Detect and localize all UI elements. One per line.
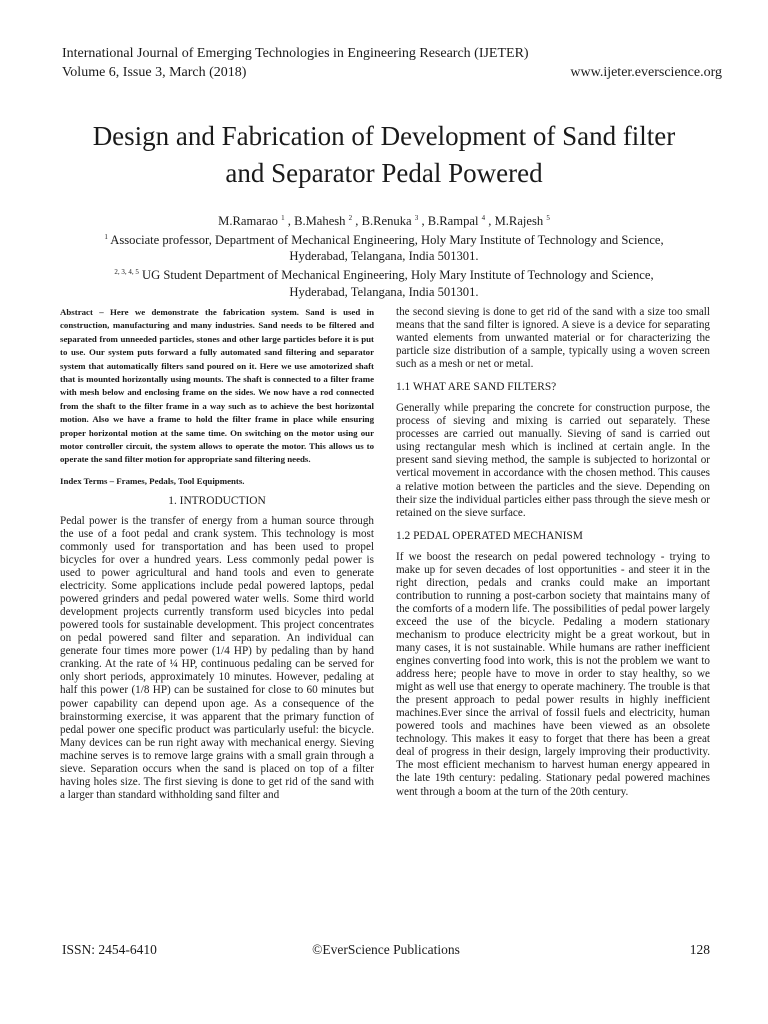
author-4: , B.Rampal bbox=[421, 214, 479, 229]
abstract: Abstract – Here we demonstrate the fabrication system. Sand is used in construction, manufacturing and many industries. Sand needs to be filtered and separated from unneeded particles, stones and other large particles before it is put to use. Our system puts forward a fully automated sand filtering and separator system that automatically filters sand poured on it. Here we use amotorized shaft that is mounted horizontally using mounts. The shaft is connected to a filter frame with mesh below and enclosing frame on the sides. We now have a rod connected from the shaft to the filter frame in a way such as to achieve the best horizontal motion. Also we have a frame to hold the filter frame in place while ensuring proper horizontal motion at the same time. On switching on the motor using our motor controller circuit, the system allows to operate the motor. This allows us to operate the sand filter motion for appropriate sand filtering needs. bbox=[60, 307, 374, 465]
author-1-sup: 1 bbox=[281, 214, 285, 222]
section-1-1-body: Generally while preparing the concrete for construction purpose, the process of sieving and mixing is carried out separately. These processes are carried out manually. Sieving of sand is carried out using rectangular mesh which is inclined at certain angle. In the present sand sieving method, the sample is subjected to horizontal or vertical movement in accordance with the chosen method. This causes a relative motion between the particles and the sieve. Depending on their size the individual particles either pass through the sieve mesh or retained on the sieve surface. bbox=[396, 402, 710, 519]
affiliation-1-sup: 1 bbox=[104, 233, 108, 242]
footer-page-number: 128 bbox=[689, 942, 710, 957]
introduction-continuation: the second sieving is done to get rid of the sand with a size too small means that the sand filter is ignored. A sieve is a device for separating wanted elements from unwanted material or for characterizing the particle size distribution of a sample, typically using a woven screen such as a mesh or net or metal. bbox=[396, 306, 710, 371]
left-column bbox=[60, 306, 374, 802]
author-list bbox=[60, 210, 708, 229]
journal-name: International Journal of Emerging Technologies in Engineering Research (IJETER) bbox=[62, 46, 529, 61]
section-1-1-heading: 1.1 WHAT ARE SAND FILTERS? bbox=[396, 381, 557, 394]
author-2-sup: 2 bbox=[348, 214, 353, 222]
journal-website: www.ijeter.everscience.org bbox=[570, 65, 722, 80]
author-2: , B.Mahesh bbox=[287, 214, 346, 229]
author-3: , B.Renuka bbox=[355, 214, 412, 229]
right-column bbox=[396, 306, 710, 799]
affiliation-2-line-1: UG Student Department of Mechanical Engineering, Holy Mary Institute of Technology and Science, bbox=[142, 268, 654, 283]
title-line-1: Design and Fabrication of Development of Sand filter bbox=[92, 121, 676, 151]
introduction-heading: 1. INTRODUCTION bbox=[168, 494, 266, 507]
journal-header bbox=[62, 44, 722, 82]
journal-header-line2 bbox=[62, 63, 722, 82]
affiliation-2-sup: 2, 3, 4, 5 bbox=[114, 268, 139, 277]
author-1: M.Ramarao bbox=[218, 214, 278, 229]
author-5: , M.Rajesh bbox=[488, 214, 544, 229]
section-1-2-heading: 1.2 PEDAL OPERATED MECHANISM bbox=[396, 529, 583, 542]
affiliation-2-line-2: Hyderabad, Telangana, India 501301. bbox=[289, 284, 479, 299]
author-4-sup: 4 bbox=[481, 214, 486, 222]
introduction-body: Pedal power is the transfer of energy from a human source through the use of a foot pedal and crank system. This technology is most commonly used for transportation and has been used to propel bicycles for over a hundred years. Less commonly pedal power is used to power agricultural and hand tools and even to generate electricity. Some applications include pedal powered laptops, pedal powered grinders and pedal powered water wells. Some third world development projects currently transform used bicycles into pedal powered tools for sustainable development. This project concentrates on pedal powered sand filter and separation. An individual can generate four times more power (1/4 HP) by pedaling than by hand cranking. At the rate of ¼ HP, continuous pedaling can be served for only short periods, approximately 10 minutes. However, pedaling at half this power (1/8 HP) can be sustained for close to 60 minutes but power capability can depend upon age. As a consequence of the brainstorming exercise, it was apparent that the primary function of pedal power one specific product was particularly useful: the bicycle. Many devices can be run right away with mechanical energy. Sieving machine serves is to remove large grains with a small grain through a sieve. Separation occurs when the sand is placed on top of a filter having holes size. The first sieving is done to get rid of the sand with a larger than standard withholding sand filter and bbox=[60, 514, 374, 801]
affiliation-1-line-2: Hyderabad, Telangana, India 501301. bbox=[289, 249, 479, 264]
affiliation-1-line-1: Associate professor, Department of Mechanical Engineering, Holy Mary Institute of Technology and Science, bbox=[110, 233, 664, 248]
footer-issn: ISSN: 2454-6410 bbox=[62, 942, 157, 957]
title-line-2: and Separator Pedal Powered bbox=[225, 158, 543, 188]
author-3-sup: 3 bbox=[414, 214, 419, 222]
footer-publisher: ©EverScience Publications bbox=[312, 942, 460, 957]
author-block bbox=[60, 210, 708, 300]
section-1-2-body: If we boost the research on pedal powered technology - trying to make up for seven decades of lost opportunities - and steer it in the right direction, pedals and cranks could make an important contribution to running a post-carbon society that maintains many of the comforts of a modern life. The possibilities of pedal power largely exceed the use of the bicycle. Pedaling a modern stationary mechanism to produce electricity might be a great workout, but in many cases, it is not sustainable. While humans are rather inefficient engines converting food into work, this is not the problem we want to address here; people have to move in order to stay healthy, so we might as well use that energy to operate machinery. The trouble is that the present approach to pedal power results in highly inefficient machines.Ever since the arrival of fossil fuels and electricity, human powered tools and machines have been viewed as an obsolete technology. This makes it easy to forget that there has been a great deal of progress in their design, largely improving their productivity. The most efficient mechanism to harvest human energy appeared in the late 19th century: pedaling. Stationary pedal powered machines went through a boom at the turn of the 20th century. bbox=[396, 550, 710, 798]
author-5-sup: 5 bbox=[546, 214, 550, 222]
affiliation-1 bbox=[60, 229, 708, 248]
paper-title bbox=[40, 118, 728, 192]
journal-volume: Volume 6, Issue 3, March (2018) bbox=[62, 65, 247, 80]
affiliation-2 bbox=[60, 264, 708, 283]
index-terms: Index Terms – Frames, Pedals, Tool Equipments. bbox=[60, 475, 245, 486]
